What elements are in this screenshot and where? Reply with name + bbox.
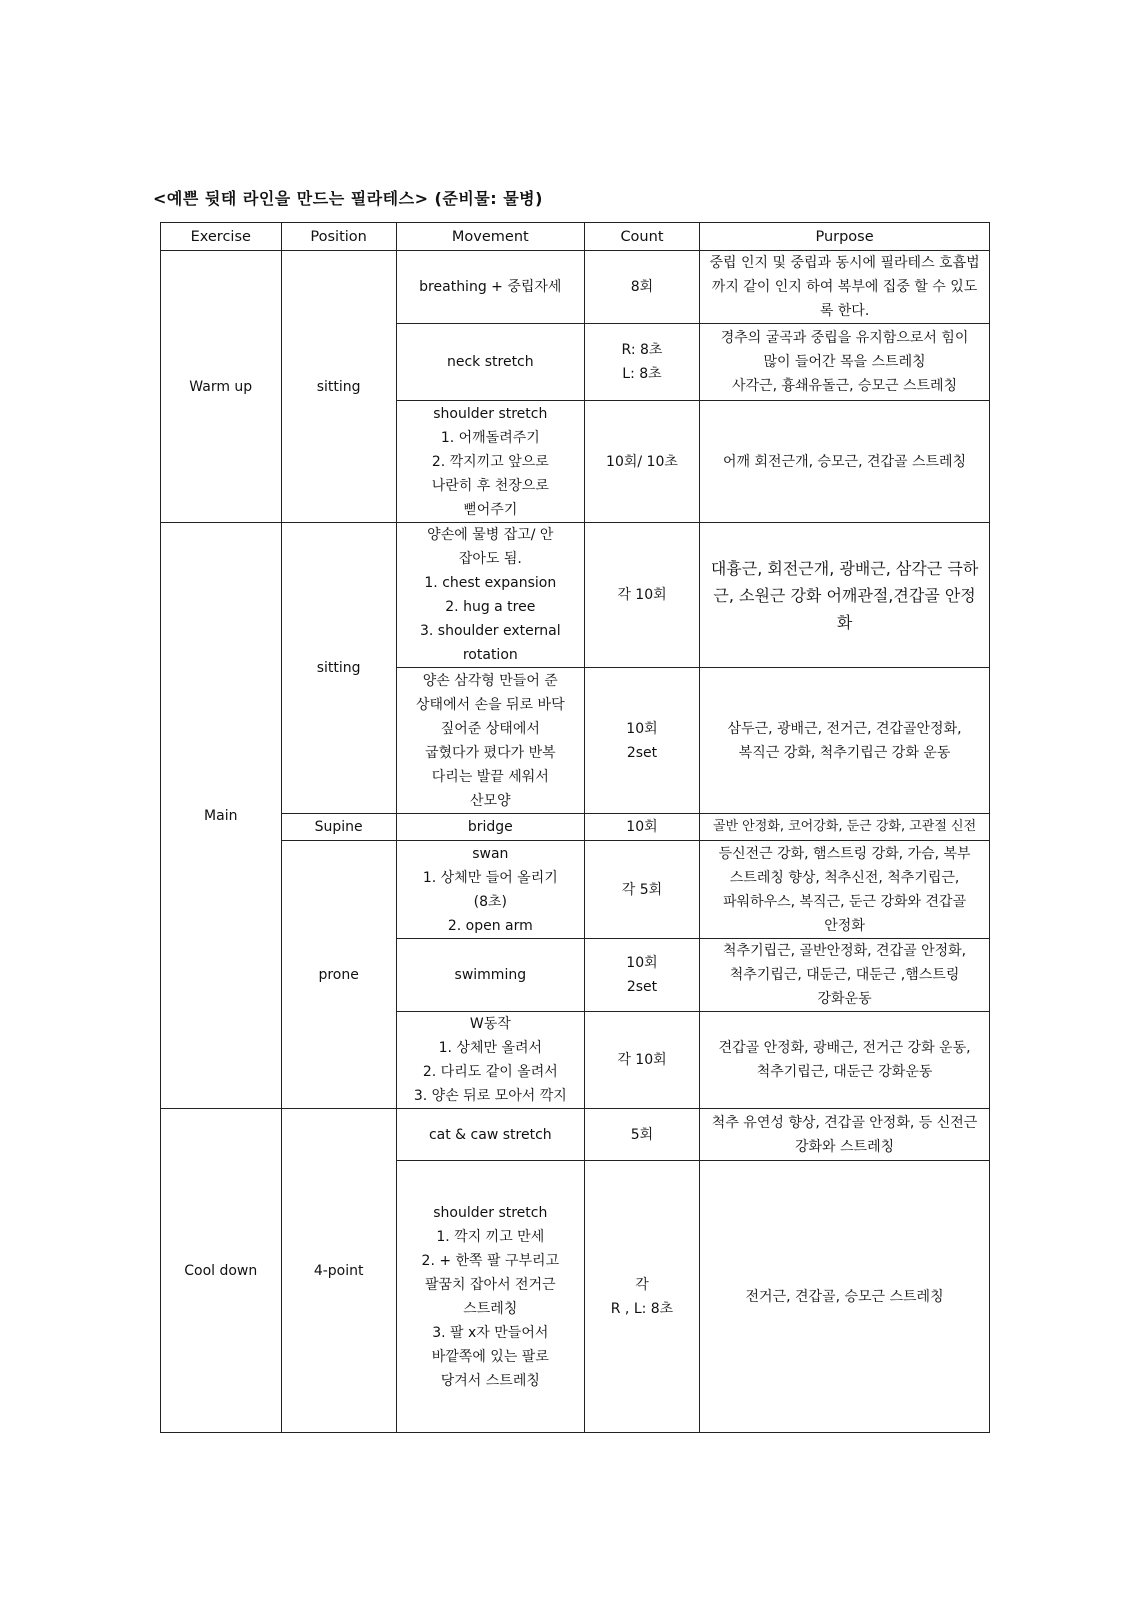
purpose-cell: 견갑골 안정화, 광배근, 전거근 강화 운동, 척추기립근, 대둔근 강화운동 bbox=[700, 1012, 990, 1109]
position-cell-4point: 4-point bbox=[281, 1109, 396, 1433]
header-exercise: Exercise bbox=[161, 223, 282, 251]
count-cell: 각 10회 bbox=[584, 1012, 699, 1109]
purpose-cell: 골반 안정화, 코어강화, 둔근 강화, 고관절 신전 bbox=[700, 814, 990, 841]
exercise-cell-main: Main bbox=[161, 523, 282, 1109]
count-cell: 각 5회 bbox=[584, 841, 699, 939]
count-cell: 10회 2set bbox=[584, 668, 699, 814]
purpose-cell: 대흉근, 회전근개, 광배근, 삼각근 극하근, 소원근 강화 어깨관절,견갑골 안정화 bbox=[700, 523, 990, 668]
movement-cell: swan 1. 상체만 들어 올리기 (8초) 2. open arm bbox=[396, 841, 584, 939]
movement-cell: bridge bbox=[396, 814, 584, 841]
header-row bbox=[161, 223, 990, 251]
position-cell-prone: prone bbox=[281, 841, 396, 1109]
table-row bbox=[161, 523, 990, 668]
table-row bbox=[161, 814, 990, 841]
header-count: Count bbox=[584, 223, 699, 251]
movement-cell: swimming bbox=[396, 939, 584, 1012]
table-row bbox=[161, 251, 990, 324]
exercise-table bbox=[160, 222, 990, 1433]
count-cell: 10회 2set bbox=[584, 939, 699, 1012]
movement-cell: breathing + 중립자세 bbox=[396, 251, 584, 324]
count-cell: 10회 bbox=[584, 814, 699, 841]
count-cell: 8회 bbox=[584, 251, 699, 324]
header-position: Position bbox=[281, 223, 396, 251]
table-row bbox=[161, 1109, 990, 1161]
header-purpose: Purpose bbox=[700, 223, 990, 251]
count-cell: 각 R , L: 8초 bbox=[584, 1161, 699, 1433]
position-cell-sitting: sitting bbox=[281, 251, 396, 523]
count-cell: 10회/ 10초 bbox=[584, 401, 699, 523]
position-cell-supine: Supine bbox=[281, 814, 396, 841]
movement-cell: cat & caw stretch bbox=[396, 1109, 584, 1161]
exercise-cell-warmup: Warm up bbox=[161, 251, 282, 523]
movement-cell: W동작 1. 상체만 올려서 2. 다리도 같이 올려서 3. 양손 뒤로 모아서 깍지 bbox=[396, 1012, 584, 1109]
movement-cell: 양손 삼각형 만들어 준 상태에서 손을 뒤로 바닥 짚어준 상태에서 굽혔다가 폈다가 반복 다리는 발끝 세워서 산모양 bbox=[396, 668, 584, 814]
movement-cell: shoulder stretch 1. 깍지 끼고 만세 2. + 한쪽 팔 구부리고 팔꿈치 잡아서 전거근 스트레칭 3. 팔 x자 만들어서 바깥쪽에 있는 팔로 당겨서 스트레칭 bbox=[396, 1161, 584, 1433]
movement-cell: 양손에 물병 잡고/ 안 잡아도 됨. 1. chest expansion 2. hug a tree 3. shoulder external rotation bbox=[396, 523, 584, 668]
purpose-cell: 척추 유연성 향상, 견갑골 안정화, 등 신전근 강화와 스트레칭 bbox=[700, 1109, 990, 1161]
purpose-cell: 척추기립근, 골반안정화, 견갑골 안정화, 척추기립근, 대둔근, 대둔근 ,햄스트링 강화운동 bbox=[700, 939, 990, 1012]
count-cell: R: 8초 L: 8초 bbox=[584, 324, 699, 401]
page-title: <예쁜 뒷태 라인을 만드는 필라테스> (준비물: 물병) bbox=[153, 189, 543, 208]
movement-cell: shoulder stretch 1. 어깨돌려주기 2. 깍지끼고 앞으로 나란히 후 천장으로 뻗어주기 bbox=[396, 401, 584, 523]
table-row bbox=[161, 841, 990, 939]
purpose-cell: 중립 인지 및 중립과 동시에 필라테스 호흡법 까지 같이 인지 하여 복부에 집중 할 수 있도록 한다. bbox=[700, 251, 990, 324]
purpose-cell: 경추의 굴곡과 중립을 유지함으로서 힘이 많이 들어간 목을 스트레칭 사각근, 흉쇄유돌근, 승모근 스트레칭 bbox=[700, 324, 990, 401]
movement-cell: neck stretch bbox=[396, 324, 584, 401]
purpose-cell: 어깨 회전근개, 승모근, 견갑골 스트레칭 bbox=[700, 401, 990, 523]
header-movement: Movement bbox=[396, 223, 584, 251]
purpose-cell: 전거근, 견갑골, 승모근 스트레칭 bbox=[700, 1161, 990, 1433]
count-cell: 각 10회 bbox=[584, 523, 699, 668]
count-cell: 5회 bbox=[584, 1109, 699, 1161]
position-cell-sitting: sitting bbox=[281, 523, 396, 814]
exercise-cell-cooldown: Cool down bbox=[161, 1109, 282, 1433]
purpose-cell: 등신전근 강화, 햄스트링 강화, 가슴, 복부 스트레칭 향상, 척추신전, 척추기립근, 파워하우스, 복직근, 둔근 강화와 견갑골 안정화 bbox=[700, 841, 990, 939]
purpose-cell: 삼두근, 광배근, 전거근, 견갑골안정화, 복직근 강화, 척추기립근 강화 운동 bbox=[700, 668, 990, 814]
